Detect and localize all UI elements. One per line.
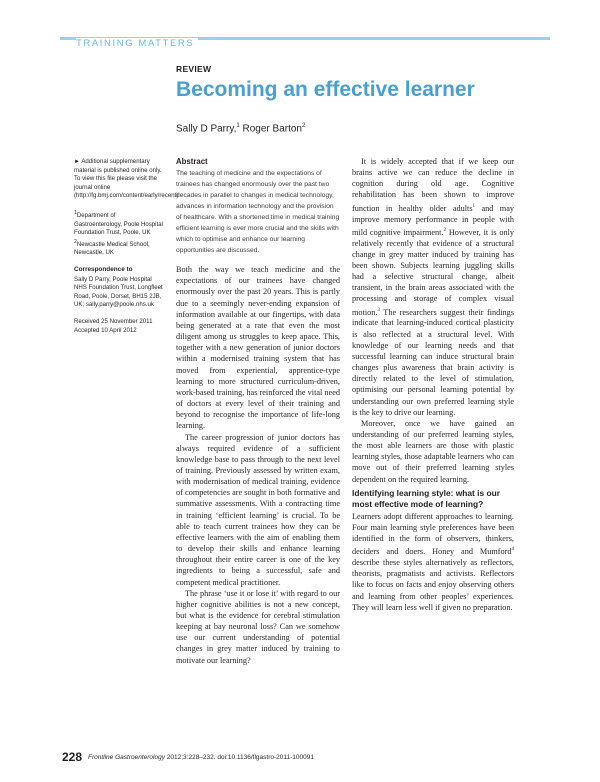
author-1-affiliation-mark: 1	[236, 123, 240, 129]
paragraph-text: It is widely accepted that if we keep our brains active we can reduce the decline in cognition during old age. Cognitive rehabilitation has been shown to improve function in healthy older adults	[352, 157, 514, 213]
paragraph: Both the way we teach medicine and the expectations of our trainees have changed enormously over the past 20 years. This is partly due to a seemingly never-ending expansion of information available at our fingertips, with data being generated at a rate that even the most diligent among us struggles to keep apace. This, together with a new generation of junior doctors within a modernised training system that has moved from experiential, apprentice-type learning to more structured curriculum-driven, work-based training, has reinforced the vital need of doctors at every level of their training and beyond to recognise the importance of life-long learning.	[176, 265, 340, 431]
article-type: REVIEW	[176, 64, 212, 74]
abstract-text: The teaching of medicine and the expectations of trainees has changed enormously over the past two decades in parallel to changes in medical technology, advances in information technology and the provision of healthcare. With a shortened time in medical training efficient learning is ever more crucial and the skills with which to optimise and enhance our learning opportunities are discussed.	[176, 170, 340, 255]
section-subheading: Identifying learning style: what is our most effective mode of learning?	[352, 487, 500, 509]
citation-details: 2012;3:228–232. doi:10.1136/flgastro-2011-100091	[164, 754, 314, 761]
paragraph-text: and may improve memory performance in people with mild cognitive impairment.	[352, 203, 514, 237]
author-1: Sally D Parry,	[176, 123, 237, 135]
paragraph-text: describe these styles alternatively as reflectors, theorists, pragmatists and activists. Reflectors like to focus on facts and enjoy observing others and learning from other peoples’ experiences. They will learn less well if given no preparation.	[352, 558, 514, 612]
author-2-affiliation-mark: 2	[302, 123, 306, 129]
paragraph: The career progression of junior doctors has always required evidence of a sufficient knowledge base to pass through to the next level of training. Previously assessed by written exam, with modernisation of medical training, evidence of competencies are sought in both formative and summative assessments. With a contracting time in training ‘efficient learning’ is crucial. To be able to teach current trainees how they can be effective learners with the aim of enabling them to develop their skills and enhance learning throughout their entire career is one of the key ingredients to being a successful, safe and competent medical practitioner.	[176, 432, 340, 587]
play-arrow-icon: ►	[74, 159, 80, 165]
paragraph: Moreover, once we have gained an understanding of our preferred learning styles, the most able learners are those with plastic learning styles, those adaptable learners who can move out of their preferred learning styles dependent on the required learning.	[352, 418, 514, 484]
correspondence-label: Correspondence to	[74, 266, 133, 273]
author-list	[176, 123, 305, 134]
author-2: Roger Barton	[239, 123, 302, 135]
body-column-left	[176, 156, 340, 666]
accepted-date: Accepted 10 April 2012	[74, 326, 137, 334]
affiliation-2: Newcastle Medical School, Newcastle, UK	[74, 240, 150, 257]
abstract-heading: Abstract	[176, 157, 208, 166]
page-footer	[62, 750, 538, 770]
citation-mark: 1	[472, 203, 476, 209]
paragraph: The phrase ‘use it or lose it’ with regard to our higher cognitive abilities is not a new concept, but what is the evidence for cerebral stimulation keeping at bay neuronal loss? Can we somehow use our current understanding of potential changes in grey matter induced by training to motivate our learning?	[176, 588, 340, 665]
citation-mark: 3	[377, 307, 380, 313]
dates	[74, 318, 164, 335]
supplementary-note	[74, 158, 179, 201]
paragraph	[352, 511, 514, 613]
paragraph-text: However, it is only relatively recently that evidence of a structural change in grey matter induced by training has been shown. Subjects learning juggling skills had a selective structural change, albeit transient, in the brain areas associated with the processing and storage of complex visual motion.	[352, 227, 514, 317]
section-label: TRAINING MATTERS	[76, 38, 198, 49]
body-column-right	[352, 156, 514, 613]
paragraph-text: Learners adopt different approaches to learning. Four main learning style preferences have been identified in the form of observers, thinkers, deciders and doers. Honey and Mumford	[352, 511, 514, 556]
journal-name: Frontline Gastroenterology	[88, 754, 165, 761]
article-sidebar	[74, 158, 179, 343]
correspondence-address[interactable]: Sally D Parry, Poole Hospital NHS Foundation Trust, Longfleet Road, Poole, Dorset, BH15 2JB, UK; sally.parry@poole.nhs.uk	[74, 275, 163, 309]
page-number: 228	[62, 750, 83, 764]
paragraph-text: The researchers suggest their findings indicate that learning-induced cortical plasticity is also reflected at a structural level. With knowledge of our learning needs and that successful learning can induce structural brain changes plus awareness that brain activity is directly related to the level of stimulation, optimising our personal learning potential by understanding our own preferred learning style is the key to drive our learning.	[352, 307, 514, 417]
paragraph	[352, 156, 514, 418]
affiliation-1: Department of Gastroenterology, Poole Hospital Foundation Trust, Poole, UK	[74, 212, 163, 237]
supplementary-text[interactable]: Additional supplementary material is published online only. To view this file please visit the journal online (http://fg.bmj.com/content/early/recent)	[74, 158, 179, 200]
affiliations: $^1$Department of Gastroenterology, Poole Hospital Foundation Trust, Poole, UK $^2$Newcastle Medical School, Newcastle, UK	[74, 209, 163, 257]
citation-mark: 2	[443, 227, 447, 233]
received-date: Received 25 November 2011	[74, 317, 153, 325]
citation-mark: 4	[511, 547, 514, 553]
journal-citation	[88, 754, 314, 761]
article-title: Becoming an effective learner	[176, 78, 475, 101]
